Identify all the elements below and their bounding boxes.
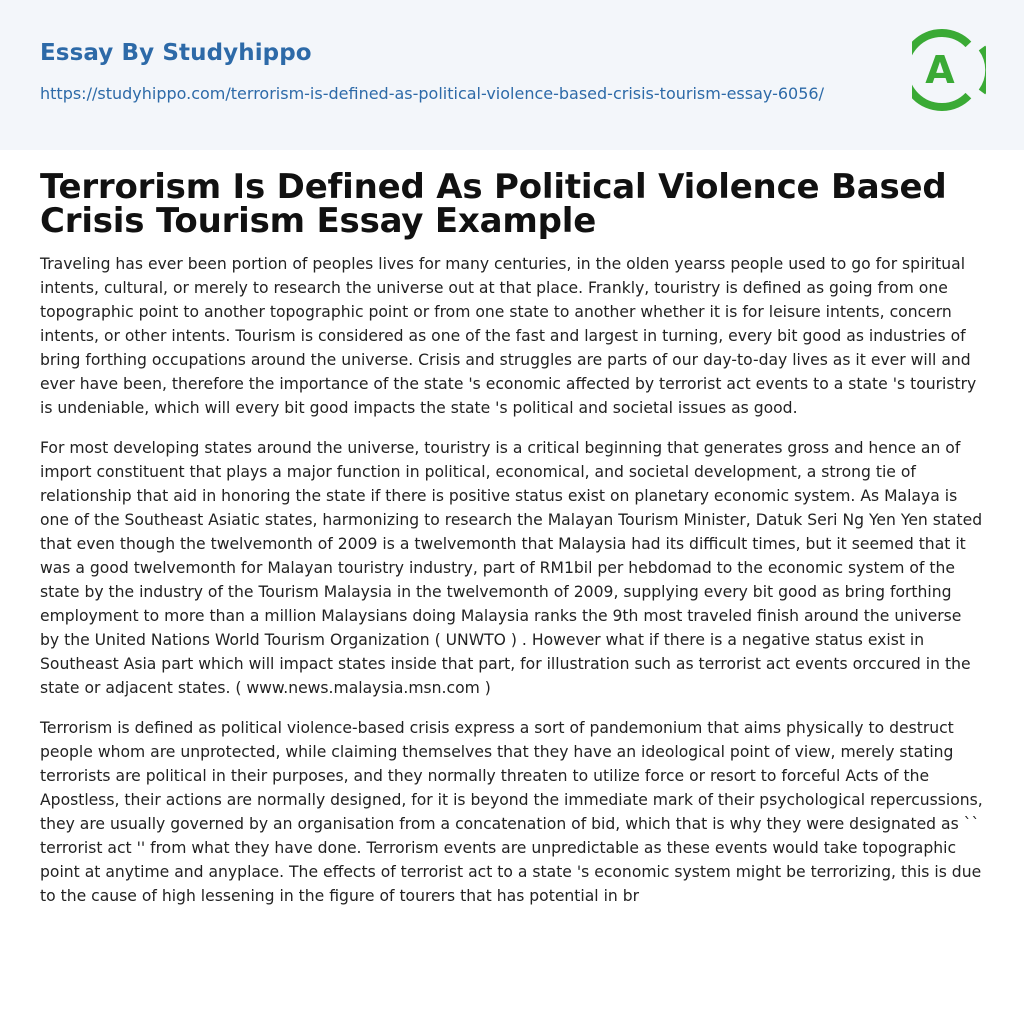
article-paragraph-3: Terrorism is defined as political violence-based crisis express a sort of pandemonium that aims physically to destruct people whom are unprotected, while claiming themselves that they have an ideological point of view, merely stating terrorists are political in their purposes, and they normally threaten to utilize force or resort to forceful Acts of the Apostless, their actions are normally designed, for it is beyond the immediate mark of their psychological repercussions, they are usually governed by an organisation from a concatenation of bid, which that is why they were designated as `` terrorist act '' from what they have done. Terrorism events are unpredictable as these events would take topographic point at anytime and anyplace. The effects of terrorist act to a state 's economic system might be terrorizing, this is due to the cause of high lessening in the figure of tourers that has potential in br bbox=[40, 719, 983, 905]
article-paragraph-2: For most developing states around the universe, touristry is a critical beginning that generates gross and hence an of import constituent that plays a major function in political, economical, and societal development, a strong tie of relationship that aid in honoring the state if there is positive status exist on planetary economic system. As Malaya is one of the Southeast Asiatic states, harmonizing to research the Malayan Tourism Minister, Datuk Seri Ng Yen Yen stated that even though the twelvemonth of 2009 is a twelvemonth that Malaysia had its difficult times, but it seemed that it was a good twelvemonth for Malayan touristry industry, part of RM1bil per hebdomad to the economic system of the state by the industry of the Tourism Malaysia in the twelvemonth of 2009, supplying every bit good as bring forthing employment to more than a million Malaysians doing Malaysia ranks the 9th most traveled finish around the universe by the United Nations World Tourism Organization ( UNWTO ) . However what if there is a negative status exist in Southeast Asia part which will impact states inside that part, for illustration such as terrorist act events orccured in the state or adjacent states. ( www.news.malaysia.msn.com ) bbox=[40, 439, 983, 697]
studyhippo-logo-icon[interactable] bbox=[912, 28, 986, 116]
page-url[interactable]: https://studyhippo.com/terrorism-is-defined-as-political-violence-based-crisis-tourism-essay-6056/ bbox=[40, 84, 824, 103]
article-paragraph-1: Traveling has ever been portion of peoples lives for many centuries, in the olden yearss people used to go for spiritual intents, cultural, or merely to research the universe out at that place. Frankly, touristry is defined as going from one topographic point to another topographic point or from one state to another whether it is for leisure intents, concern intents, or other intents. Tourism is considered as one of the fast and largest in turning, every bit good as industries of bring forthing occupations around the universe. Crisis and struggles are parts of our day-to-day lives as it ever will and ever have been, therefore the importance of the state 's economic affected by terrorist act events to a state 's touristry is undeniable, which will every bit good impacts the state 's political and societal issues as good. bbox=[40, 255, 977, 417]
site-brand[interactable]: Essay By Studyhippo bbox=[40, 40, 312, 66]
site-header bbox=[0, 0, 1024, 150]
article-title: Terrorism Is Defined As Political Violence Based Crisis Tourism Essay Example bbox=[40, 167, 947, 241]
article bbox=[40, 167, 984, 908]
logo-letter: A bbox=[925, 48, 955, 92]
